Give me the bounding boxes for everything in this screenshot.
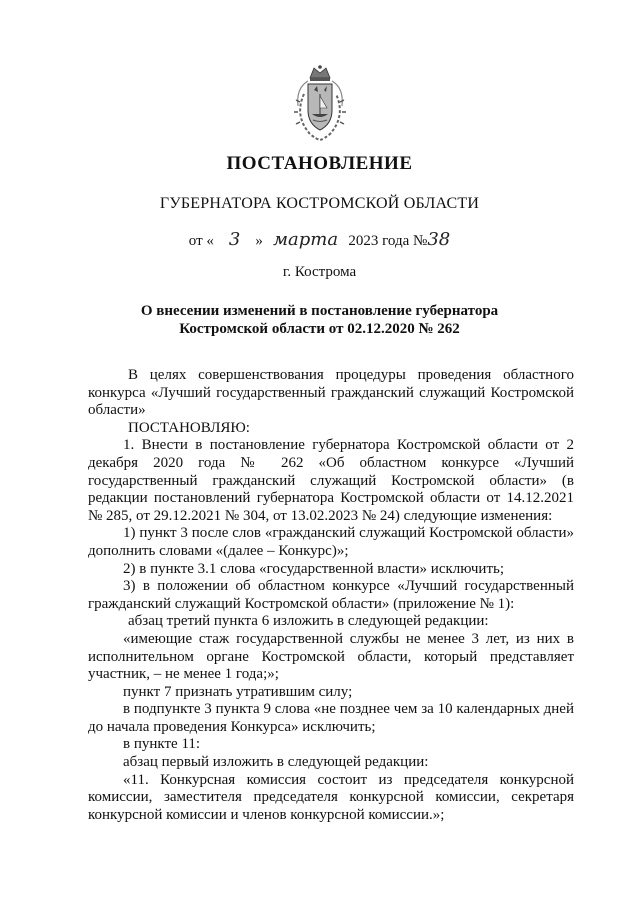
paragraph-clause-9: в подпункте 3 пункта 9 слова «не позднее чем за 10 календарных дней до начала проведения Конкурса» исключить; bbox=[88, 701, 574, 735]
paragraph-subitem-3: 3) в положении об областном конкурсе «Лучший государственный гражданский служащий Костромской области» (приложение № 1): bbox=[88, 578, 574, 612]
date-month-handwritten: марта bbox=[273, 229, 339, 250]
paragraph-resolve: ПОСТАНОВЛЯЮ: bbox=[128, 419, 250, 436]
paragraph-subitem-2: 2) в пункте 3.1 слова «государственной власти» исключить; bbox=[123, 560, 505, 577]
paragraph-preamble: В целях совершенствования процедуры проведения областного конкурса «Лучший государственный гражданский служащий Костромской области» bbox=[88, 367, 574, 419]
document-type-title: ПОСТАНОВЛЕНИЕ bbox=[226, 153, 413, 174]
document-heading-line2: Костромской области от 02.12.2020 № 262 bbox=[179, 321, 460, 337]
paragraph-subitem-1: 1) пункт 3 после слов «гражданский служащий Костромской области» дополнить словами «(далее – Конкурс)»; bbox=[88, 525, 574, 559]
paragraph-item-1: 1. Внести в постановление губернатора Костромской области от 2 декабря 2020 года № 262 «Об областном конкурсе «Лучший государственный гражданский служащий Костромской области» (в редакции постановлений губернатора Костромской области от 14.12.2021 № 285, от 29.12.2021 № 304, от 13.02.2023 № 24) следующие изменения: bbox=[88, 437, 574, 524]
document-heading-line1: О внесении изменений в постановление губернатора bbox=[140, 303, 499, 319]
paragraph-clause-6-text: «имеющие стаж государственной службы не менее 3 лет, из них в исполнительном органе Костромской области, который представляет участник, – не менее 1 года;»; bbox=[88, 630, 574, 683]
coat-of-arms-emblem bbox=[288, 64, 352, 144]
paragraph-clause-11-text: «11. Конкурсная комиссия состоит из председателя конкурсной комиссии, заместителя председателя конкурсной комиссии, секретаря конкурсной комиссии и членов конкурсной комиссии.»; bbox=[88, 771, 574, 823]
issuer-title: ГУБЕРНАТОРА КОСТРОМСКОЙ ОБЛАСТИ bbox=[159, 195, 480, 212]
date-line bbox=[0, 229, 639, 250]
document-heading bbox=[0, 302, 639, 338]
number-label: № bbox=[413, 233, 428, 249]
date-prefix: от « bbox=[188, 233, 214, 249]
paragraph-clause-11: в пункте 11: bbox=[123, 736, 201, 753]
paragraph-clause-7: пункт 7 признать утратившим силу; bbox=[123, 683, 353, 700]
date-mid: » bbox=[255, 233, 263, 249]
paragraph-clause-6: абзац третий пункта 6 изложить в следующей редакции: bbox=[128, 613, 489, 630]
date-year: 2023 года bbox=[348, 233, 410, 249]
paragraph-clause-11-intro: абзац первый изложить в следующей редакции: bbox=[123, 754, 429, 771]
date-day-handwritten: 3 bbox=[228, 229, 241, 250]
document-body bbox=[88, 367, 574, 824]
number-value-handwritten: 38 bbox=[427, 229, 451, 250]
city-label: г. Кострома bbox=[282, 264, 357, 280]
